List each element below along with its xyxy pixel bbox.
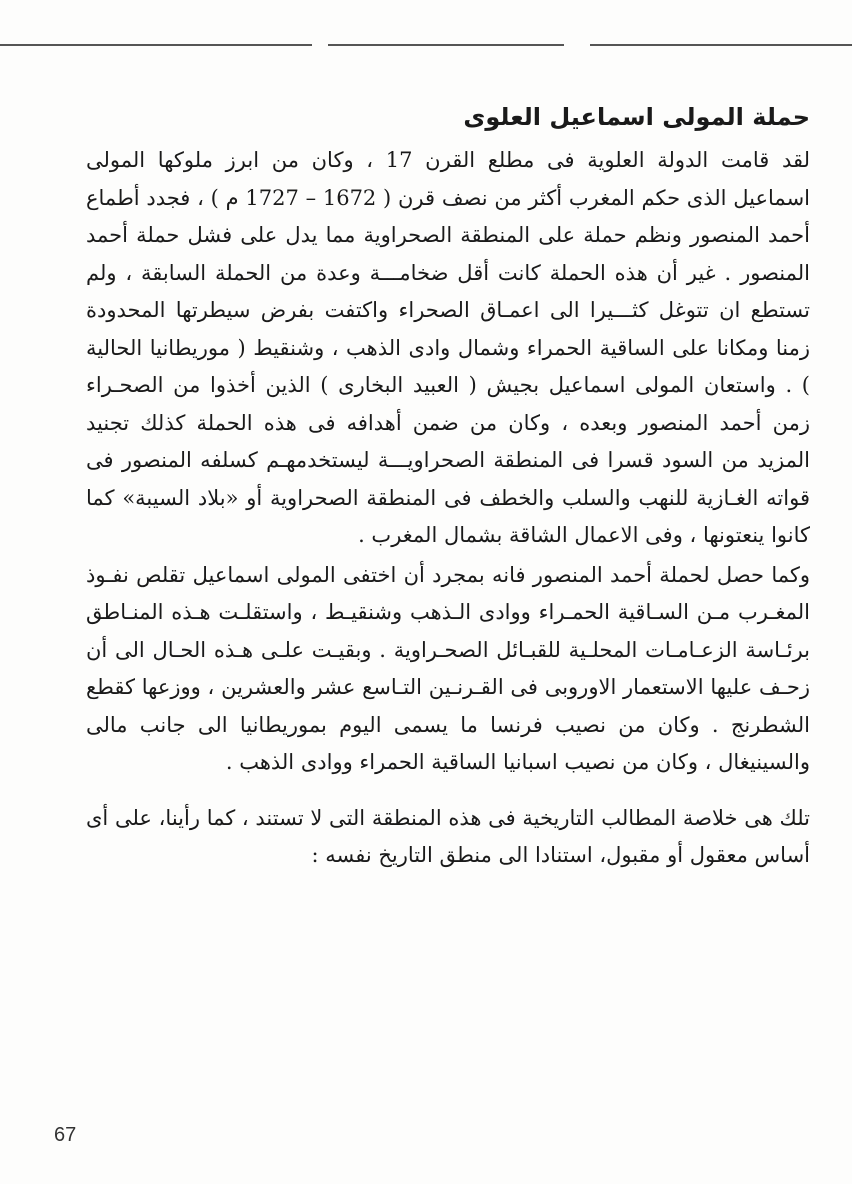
top-rule-middle	[328, 44, 564, 46]
page-number: 67	[54, 1124, 77, 1146]
paragraph-3: تلك هى خلاصة المطالب التاريخية فى هذه المنطقة التى لا تستند ، كما رأينا، على أى أساس معقول أو مقبول، استنادا الى منطق التاريخ نفسه :	[86, 805, 810, 867]
top-rule-left	[0, 44, 312, 46]
paragraph-1: لقد قامت الدولة العلوية فى مطلع القرن 17 ، وكان من ابرز ملوكها المولى اسماعيل الذى حكم المغرب أكثر من نصف قرن ( 1672 – 1727 م ) ، فجدد أطماع أحمد المنصور ونظم حملة على المنطقة الصحراوية مما يدل على فشل حملة أحمد المنصور . غير أن هذه الحملة كانت أقل ضخامـــة وعدة من الحملة السابقة ، ولم تستطع ان تتوغل كثـــيرا الى اعمـاق الصحراء واكتفت بفرض سيطرتها المحدودة زمنا ومكانا على الساقية الحمراء وشمال وادى الذهب ، وشنقيط ( موريطانيا الحالية ) . واستعان المولى اسماعيل بجيش ( العبيد البخارى ) الذين أخذوا من الصحـراء زمن أحمد المنصور وبعده ، وكان من ضمن أهدافه فى هذه الحملة كذلك تجنيد المزيد من السود قسرا فى المنطقة الصحراويـــة ليستخدمهـم كسلفه المنصور فى قواته الغـازية للنهب والسلب والخطف فى المنطقة الصحراوية أو «بلاد السيبة» كما كانوا ينعتونها ، وفى الاعمال الشاقة بشمال المغرب .	[86, 148, 811, 547]
page-body	[86, 92, 810, 875]
section-heading: حملة المولى اسماعيل العلوى	[463, 103, 810, 131]
paragraph-2: وكما حصل لحملة أحمد المنصور فانه بمجرد أن اختفى المولى اسماعيل تقلص نفـوذ المغـرب مـن السـاقية الحمـراء ووادى الـذهب وشنقيـط ، واستقلـت هـذه المنـاطق برئـاسة الزعـامـات المحلـية للقبـائل الصحـراوية . وبقيـت علـى هـذه الحـال الى أن زحـف عليها الاستعمار الاوروبى فى القـرنـين التـاسع عشر والعشرين ، ووزعها كقطع الشطرنج . وكان من نصيب فرنسا ما يسمى اليوم بموريطانيا الى جانب مالى والسينيغال ، وكان من نصيب اسبانيا الساقية الحمراء ووادى الذهب .	[86, 562, 810, 774]
top-rule-right	[590, 44, 852, 46]
